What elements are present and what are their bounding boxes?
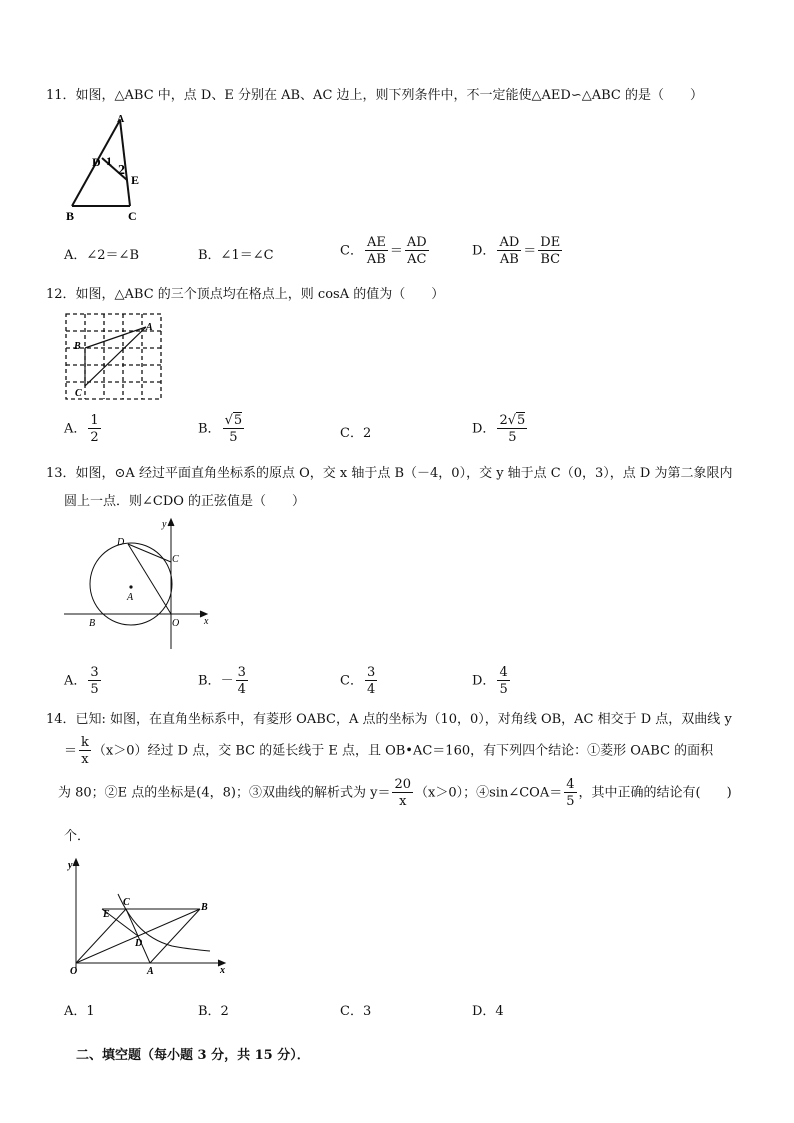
- q14-label-d: D: [135, 938, 143, 949]
- q11-label-d: D: [92, 155, 101, 169]
- q13-option-c: C． $\frac{3}{4}$: [340, 665, 376, 697]
- q14-option-a: A．1: [64, 1004, 95, 1019]
- q12-side-ac: [85, 327, 146, 386]
- q14-option-c: C．3: [340, 1004, 372, 1019]
- q12-option-d: D． $\frac{2√5}{5}$: [472, 413, 526, 445]
- q13-label-o: O: [172, 618, 180, 629]
- q14-figure: [62, 854, 232, 979]
- q11-label-1: 1: [106, 154, 112, 168]
- q11-label-a: A: [117, 114, 125, 125]
- q11-label-2: 2: [118, 163, 125, 178]
- q11-option-b: B．∠1＝∠C: [198, 248, 274, 263]
- q14-side-oc: [76, 909, 126, 963]
- q12-side-ab: [85, 327, 146, 348]
- q13-label-b: B: [89, 618, 96, 629]
- q14-label-x: x: [220, 965, 225, 976]
- q12-option-b: B． $\frac{√5}{5}$: [198, 413, 243, 445]
- q13-option-b: B．－ $\frac{3}{4}$: [198, 665, 246, 697]
- q11-stem: 11．如图，△ABC 中，点 D、E 分别在 AB、AC 边上，则下列条件中，不一定能使△AED∽△ABC 的是（ ）: [46, 88, 703, 103]
- q14-label-e: E: [103, 909, 110, 920]
- q14-label-o: O: [70, 966, 78, 977]
- q13-circle: [90, 543, 172, 625]
- q14-option-d: D．4: [472, 1004, 504, 1019]
- q13-stem-line1: 13．如图，⊙A 经过平面直角坐标系的原点 O，交 x 轴于点 B（－4，0），交 y 轴于点 C（0，3），点 D 为第二象限内: [46, 466, 733, 481]
- q14-label-b: B: [201, 902, 208, 913]
- q13-segment-do: [128, 544, 171, 614]
- q14-label-a: A: [147, 966, 154, 977]
- q12-label-b: B: [74, 341, 81, 352]
- q12-label-c: C: [75, 388, 82, 399]
- q13-option-d: D． $\frac{4}{5}$: [472, 665, 508, 697]
- q13-figure: [60, 514, 220, 654]
- q11-label-b: B: [66, 209, 75, 223]
- q11-option-a: A．∠2＝∠B: [64, 248, 139, 263]
- q14-side-ab: [150, 909, 200, 963]
- q12-grid-figure: [62, 308, 166, 404]
- q14-label-y: y: [68, 860, 73, 871]
- q12-label-a: A: [146, 322, 153, 333]
- q13-segment-dc: [128, 544, 171, 562]
- section-2-title: 二、填空题（每小题 3 分，共 15 分）．: [76, 1048, 310, 1063]
- q13-label-a: A: [127, 592, 134, 603]
- q13-label-y: y: [162, 519, 167, 530]
- q11-label-e: E: [131, 173, 140, 187]
- q13-label-d: D: [117, 537, 125, 548]
- q11-figure: [60, 108, 160, 223]
- q11-option-d: D． $\frac{AD}{AB}$ ＝ $\frac{DE}{BC}$: [472, 235, 561, 267]
- q12-option-c: C．2: [340, 426, 372, 441]
- q13-label-x: x: [204, 616, 209, 627]
- q12-option-a: A． $\frac{1}{2}$: [64, 413, 99, 445]
- q14-option-b: B．2: [198, 1004, 229, 1019]
- q12-stem: 12．如图，△ABC 的三个顶点均在格点上，则 cosA 的值为（ ）: [46, 287, 445, 302]
- q13-stem-line2: 圆上一点．则∠CDO 的正弦值是（ ）: [64, 494, 306, 509]
- q14-stem-line1: 14．已知: 如图，在直角坐标系中，有菱形 OABC，A 点的坐标为（10，0），对角线 OB，AC 相交于 D 点，双曲线 y: [46, 712, 732, 727]
- q14-stem-line3: 为 80；②E 点的坐标是(4，8)；③双曲线的解析式为 y＝ $\frac{20}{x}$ （x＞0）；④sin∠COA＝ $\frac{4}{5}$ ，其中正确的结论有( ): [58, 777, 732, 809]
- q11-option-c: C． $\frac{AE}{AB}$ ＝ $\frac{AD}{AC}$: [340, 235, 427, 267]
- q13-center-dot: [129, 585, 132, 588]
- q13-label-c: C: [172, 554, 179, 565]
- q13-option-a: A． $\frac{3}{5}$: [64, 665, 99, 697]
- q11-label-c: C: [128, 209, 137, 223]
- q14-stem-line4: 个．: [64, 829, 91, 844]
- q14-stem-line2: ＝ $\frac{k}{x}$ （x＞0）经过 D 点，交 BC 的延长线于 E 点，且 OB•AC＝160，有下列四个结论：①菱形 OABC 的面积: [64, 735, 714, 767]
- q14-label-c: C: [123, 897, 130, 908]
